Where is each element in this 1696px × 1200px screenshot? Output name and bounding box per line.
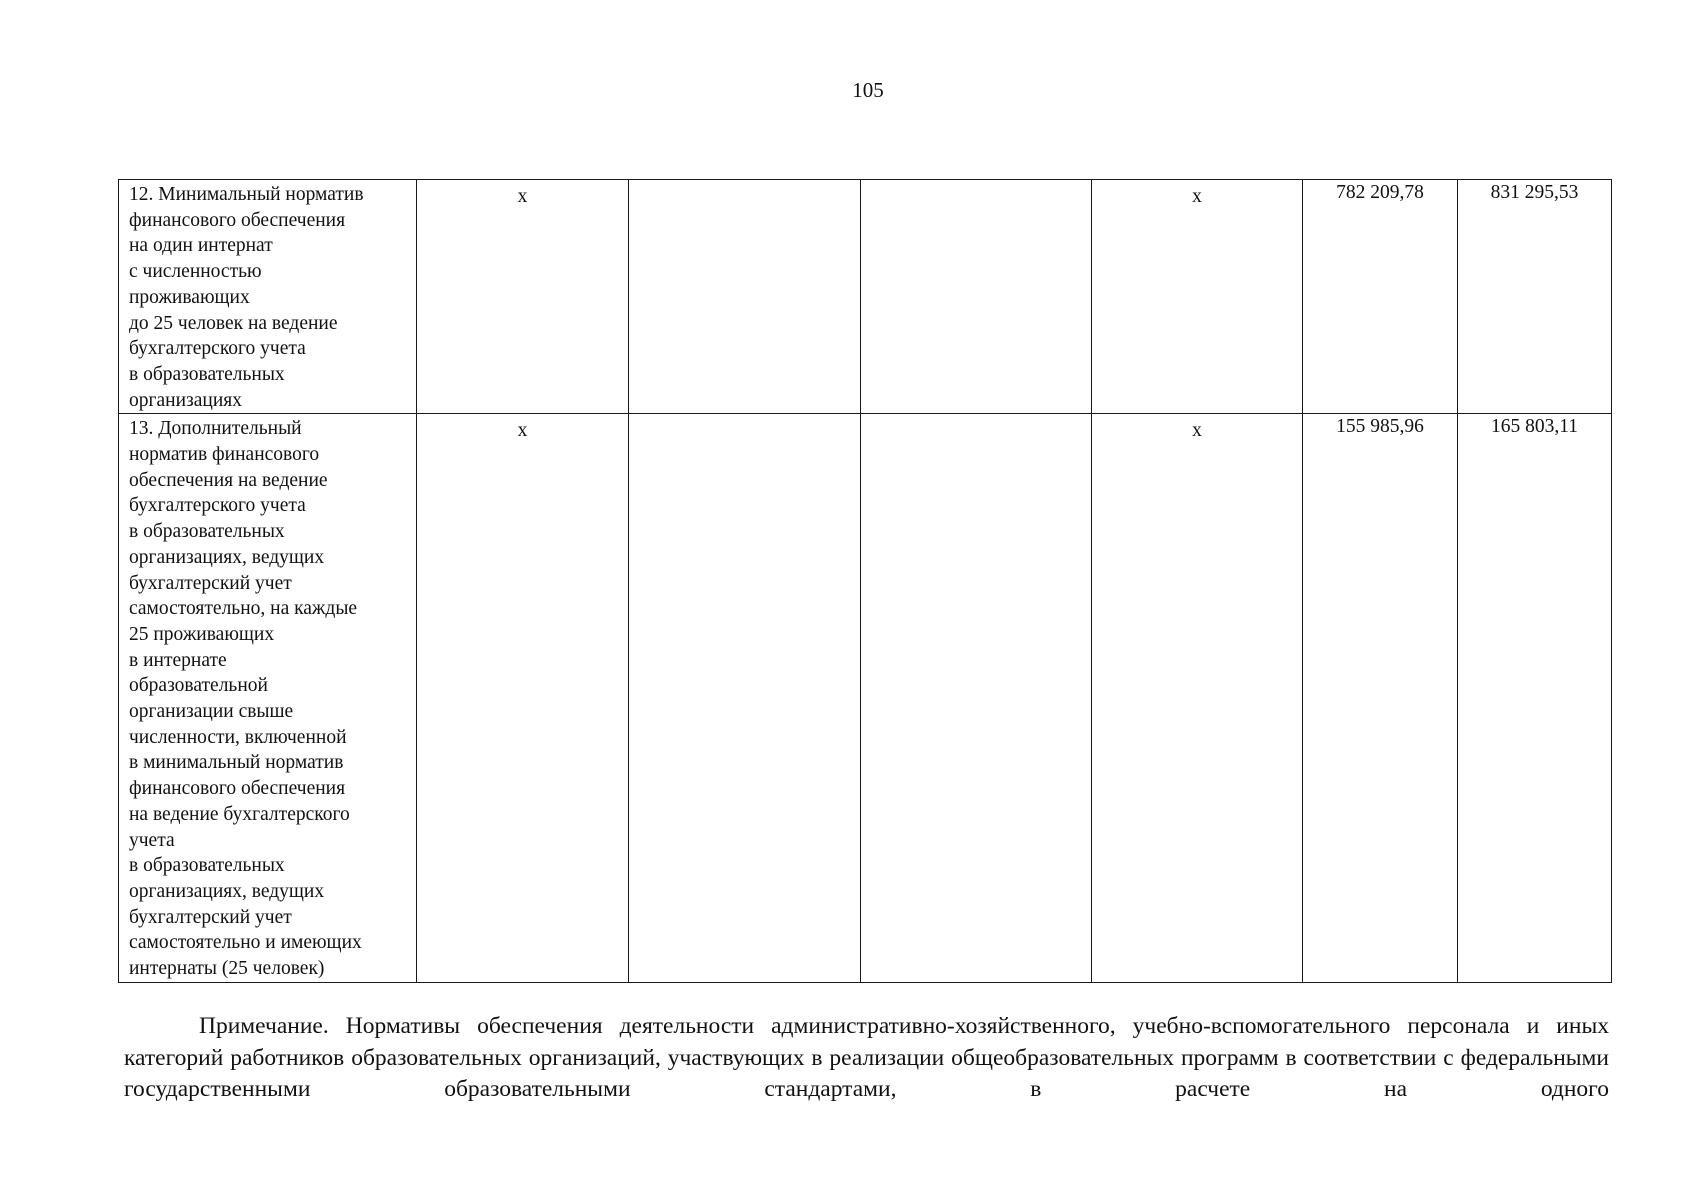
table-cell [861, 414, 1092, 982]
table-cell: х [417, 180, 629, 414]
value-cell: 165 803,11 [1458, 414, 1612, 982]
value-cell: 782 209,78 [1303, 180, 1458, 414]
table-cell: х [1092, 414, 1303, 982]
table-cell: х [1092, 180, 1303, 414]
norm-name-cell: 12. Минимальный норматив финансового обеспечения на один интернат с численностью проживающих до 25 человек на ведение бухгалтерского учета в образовательных организациях [119, 180, 417, 414]
value-cell: 155 985,96 [1303, 414, 1458, 982]
value-cell: 831 295,53 [1458, 180, 1612, 414]
table-row [119, 414, 1612, 982]
footnote-paragraph: Примечание. Нормативы обеспечения деятельности административно-хозяйственного, учебно-вспомогательного персонала и иных категорий работников образовательных организаций, участвующих в реализации общеобразовательных программ в соответствии с федеральными государственными образовательными стандартами, в расчете на одного [124, 1013, 1609, 1102]
norms-table [118, 179, 1612, 983]
table-row [119, 180, 1612, 414]
page-number: 105 [852, 78, 884, 102]
table-cell [629, 414, 861, 982]
table-cell [861, 180, 1092, 414]
norm-name-cell: 13. Дополнительный норматив финансового обеспечения на ведение бухгалтерского учета в образовательных организациях, ведущих бухгалтерский учет самостоятельно, на каждые 25 проживающих в интернате образовательной организации свыше численности, включенной в минимальный норматив финансового обеспечения на ведение бухгалтерского учета в образовательных организациях, ведущих бухгалтерский учет самостоятельно и имеющих интернаты (25 человек) [119, 414, 417, 982]
table-cell [629, 180, 861, 414]
table-cell: х [417, 414, 629, 982]
